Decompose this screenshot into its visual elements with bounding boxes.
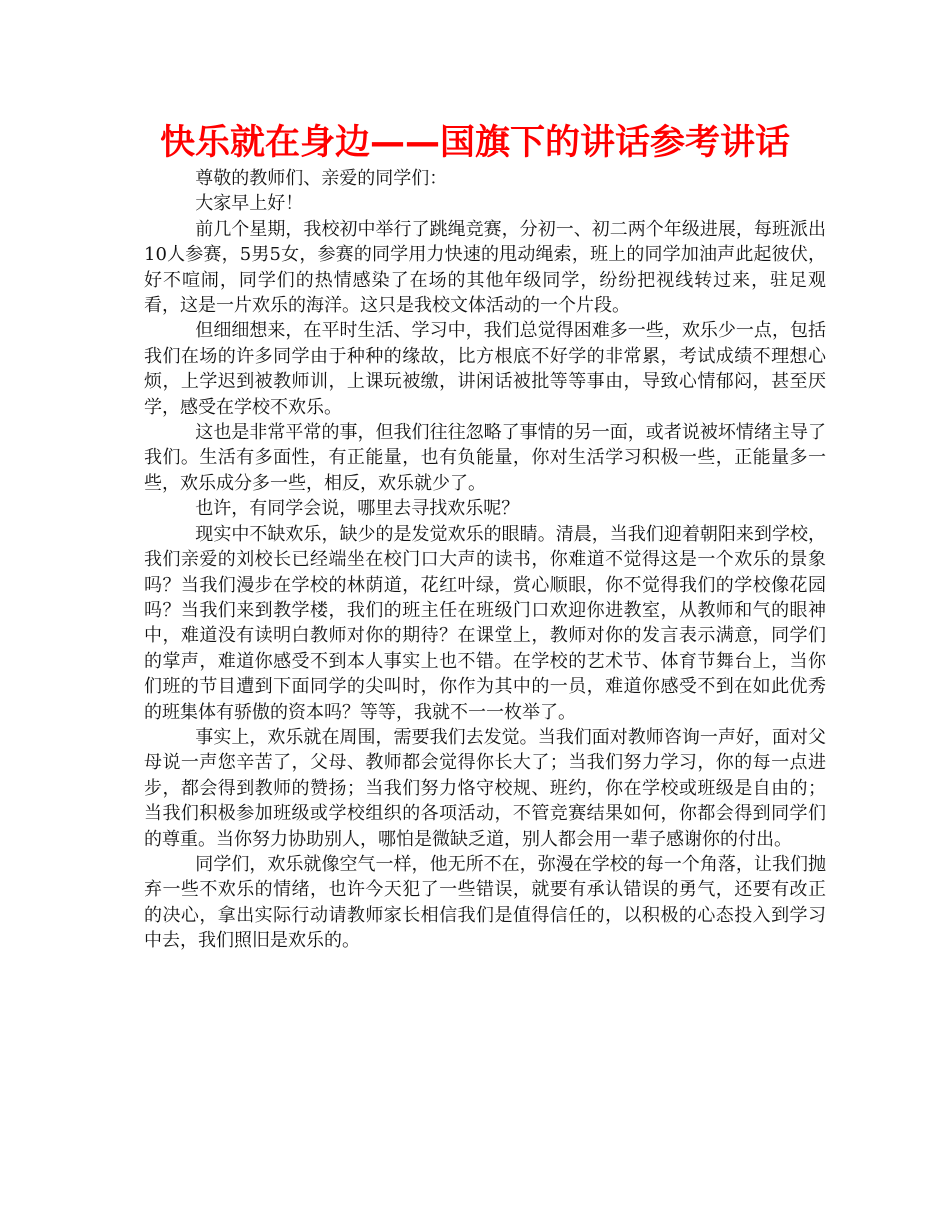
paragraph: 前几个星期，我校初中举行了跳绳竞赛，分初一、初二两个年级进展，每班派出10人参赛，5男5女，参赛的同学用力快速的甩动绳索，班上的同学加油声此起彼伏，好不喧闹，同学们的热情感染了在场的其他年级同学，纷纷把视线转过来，驻足观看，这是一片欢乐的海洋。这只是我校文体活动的一个片段。: [144, 218, 826, 317]
paragraph: 现实中不缺欢乐，缺少的是发觉欢乐的眼睛。清晨，当我们迎着朝阳来到学校，我们亲爱的刘校长已经端坐在校门口大声的读书，你难道不觉得这是一个欢乐的景象吗？当我们漫步在学校的林荫道，花红叶绿，赏心顺眼，你不觉得我们的学校像花园吗？当我们来到教学楼，我们的班主任在班级门口欢迎你进教室，从教师和气的眼神中，难道没有读明白教师对你的期待？在课堂上，教师对你的发言表示满意，同学们的掌声，难道你感受不到本人事实上也不错。在学校的艺术节、体育节舞台上，当你们班的节目遭到下面同学的尖叫时，你作为其中的一员，难道你感受不到在如此优秀的班集体有骄傲的资本吗？等等，我就不一一枚举了。: [144, 523, 826, 723]
document-body: [144, 166, 826, 954]
salutation: 尊敬的教师们、亲爱的同学们：: [195, 168, 448, 189]
paragraph: 同学们，欢乐就像空气一样，他无所不在，弥漫在学校的每一个角落，让我们抛弃一些不欢乐的情绪，也许今天犯了一些错误，就要有承认错误的勇气，还要有改正的决心，拿出实际行动请教师家长相信我们是值得信任的，以积极的心态投入到学习中去，我们照旧是欢乐的。: [144, 853, 826, 952]
paragraph: 但细细想来，在平时生活、学习中，我们总觉得困难多一些，欢乐少一点，包括我们在场的许多同学由于种种的缘故，比方根底不好学的非常累，考试成绩不理想心烦，上学迟到被教师训，上课玩被缴，讲闲话被批等等事由，导致心情郁闷，甚至厌学，感受在学校不欢乐。: [144, 320, 826, 418]
paragraph: 事实上，欢乐就在周围，需要我们去发觉。当我们面对教师咨询一声好，面对父母说一声您辛苦了，父母、教师都会觉得你长大了；当我们努力学习，你的每一点进步，都会得到教师的赞扬；当我们努力恪守校规、班约，你在学校或班级是自由的；当我们积极参加班级或学校组织的各项活动，不管竞赛结果如何，你都会得到同学们的尊重。当你努力协助别人，哪怕是微缺乏道，别人都会用一辈子感谢你的付出。: [144, 726, 826, 850]
document-title: 快乐就在身边——国旗下的讲话参考讲话: [159, 123, 790, 163]
paragraph: 也许，有同学会说，哪里去寻找欢乐呢？: [195, 498, 520, 520]
greeting: 大家早上好！: [195, 193, 304, 215]
paragraph: 这也是非常平常的事，但我们往往忽略了事情的另一面，或者说被坏情绪主导了我们。生活有多面性，有正能量，也有负能量，你对生活学习积极一些，正能量多一些，欢乐成分多一些，相反，欢乐就少了。: [144, 422, 826, 494]
